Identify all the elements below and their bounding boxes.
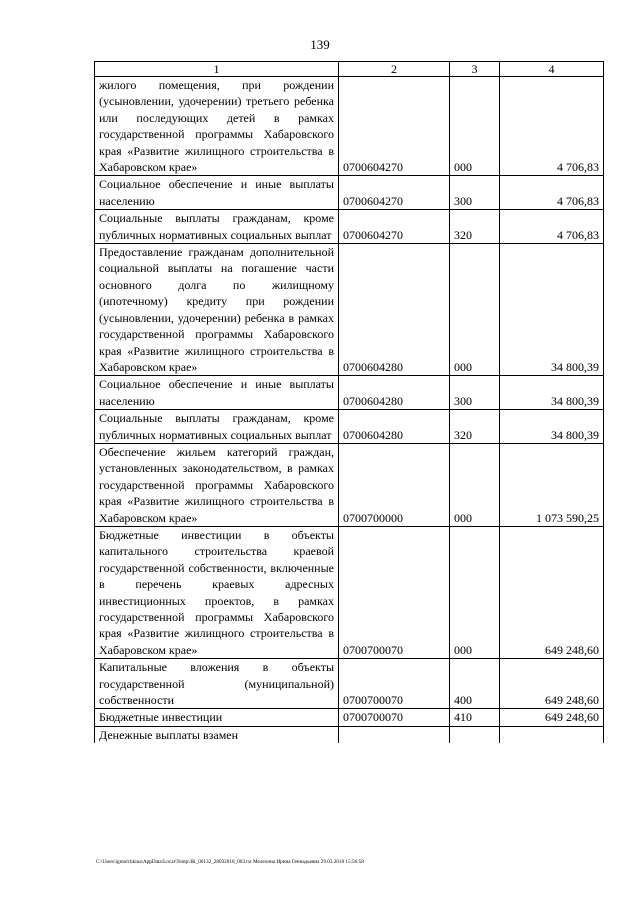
row-amount: 34 800,39 — [500, 410, 604, 444]
row-type: 320 — [450, 410, 500, 444]
table-row — [95, 376, 604, 410]
row-amount: 34 800,39 — [500, 244, 604, 376]
row-type: 000 — [450, 443, 500, 526]
row-description: Социальное обеспечение и иные выплаты населению — [95, 376, 339, 410]
row-code: 0700604280 — [339, 244, 450, 376]
row-type: 000 — [450, 526, 500, 658]
row-type: 410 — [450, 709, 500, 726]
row-amount: 649 248,60 — [500, 709, 604, 726]
table-row — [95, 526, 604, 658]
row-code: 0700700070 — [339, 526, 450, 658]
row-type: 300 — [450, 176, 500, 210]
header-row — [95, 62, 604, 77]
row-description: Социальные выплаты гражданам, кроме публичных нормативных социальных выплат — [95, 410, 339, 444]
row-description: Социальные выплаты гражданам, кроме публичных нормативных социальных выплат — [95, 210, 339, 244]
table-row — [95, 210, 604, 244]
row-description: Предоставление гражданам дополнительной социальной выплаты на погашение части основного долга по жилищному (ипотечному) кредиту при рождении (усыновлении, удочерении) ребенка в рамках государственной программы Хабаровского края «Развитие жилищного строительства в Хабаровском крае» — [95, 244, 339, 376]
row-code: 0700604270 — [339, 176, 450, 210]
row-type: 300 — [450, 376, 500, 410]
row-type — [450, 726, 500, 743]
row-type: 320 — [450, 210, 500, 244]
row-amount: 34 800,39 — [500, 376, 604, 410]
table-row — [95, 244, 604, 376]
row-type: 000 — [450, 77, 500, 176]
table-row — [95, 410, 604, 444]
row-code: 0700700070 — [339, 659, 450, 709]
header-col-3: 3 — [450, 62, 500, 77]
row-description: Денежные выплаты взамен — [95, 726, 339, 743]
row-amount — [500, 726, 604, 743]
row-amount: 1 073 590,25 — [500, 443, 604, 526]
table-body — [95, 77, 604, 744]
budget-table — [94, 61, 604, 743]
header-col-4: 4 — [500, 62, 604, 77]
row-description: Обеспечение жильем категорий граждан, установленных законодательством, в рамках государственной программы Хабаровского края «Развитие жилищного строительства в Хабаровском крае» — [95, 443, 339, 526]
page-number: 139 — [310, 37, 330, 52]
row-description: жилого помещения, при рождении (усыновлении, удочерении) третьего ребенка или последующих детей в рамках государственной программы Хабаровского края «Развитие жилищного строительства в Хабаровском крае» — [95, 77, 339, 176]
row-code: 0700604270 — [339, 77, 450, 176]
table-row — [95, 443, 604, 526]
table-row — [95, 709, 604, 726]
table-row — [95, 726, 604, 743]
row-code: 0700700070 — [339, 709, 450, 726]
header-col-1: 1 — [95, 62, 339, 77]
header-col-2: 2 — [339, 62, 450, 77]
row-amount: 649 248,60 — [500, 526, 604, 658]
row-amount: 4 706,83 — [500, 77, 604, 176]
file-path-footer: C:\Users\igmolchkina\AppData\Local\Temp\ЗК_00132_28032018_003.txt Мелехина Ирина Геннадьевна 29.03.2018 15:56:58 — [96, 859, 364, 865]
row-type: 000 — [450, 244, 500, 376]
row-type: 400 — [450, 659, 500, 709]
table-row — [95, 176, 604, 210]
row-code: 0700700000 — [339, 443, 450, 526]
row-amount: 4 706,83 — [500, 176, 604, 210]
row-description: Бюджетные инвестиции в объекты капитального строительства краевой государственной собственности, включенные в перечень краевых адресных инвестиционных проектов, в рамках государственной программы Хабаровского края «Развитие жилищного строительства в Хабаровском крае» — [95, 526, 339, 658]
table-row — [95, 77, 604, 176]
row-amount: 4 706,83 — [500, 210, 604, 244]
row-description: Бюджетные инвестиции — [95, 709, 339, 726]
row-code — [339, 726, 450, 743]
row-code: 0700604280 — [339, 376, 450, 410]
row-description: Капитальные вложения в объекты государственной (муниципальной) собственности — [95, 659, 339, 709]
row-code: 0700604270 — [339, 210, 450, 244]
table-row — [95, 659, 604, 709]
row-amount: 649 248,60 — [500, 659, 604, 709]
row-code: 0700604280 — [339, 410, 450, 444]
row-description: Социальное обеспечение и иные выплаты населению — [95, 176, 339, 210]
table-header — [95, 62, 604, 77]
